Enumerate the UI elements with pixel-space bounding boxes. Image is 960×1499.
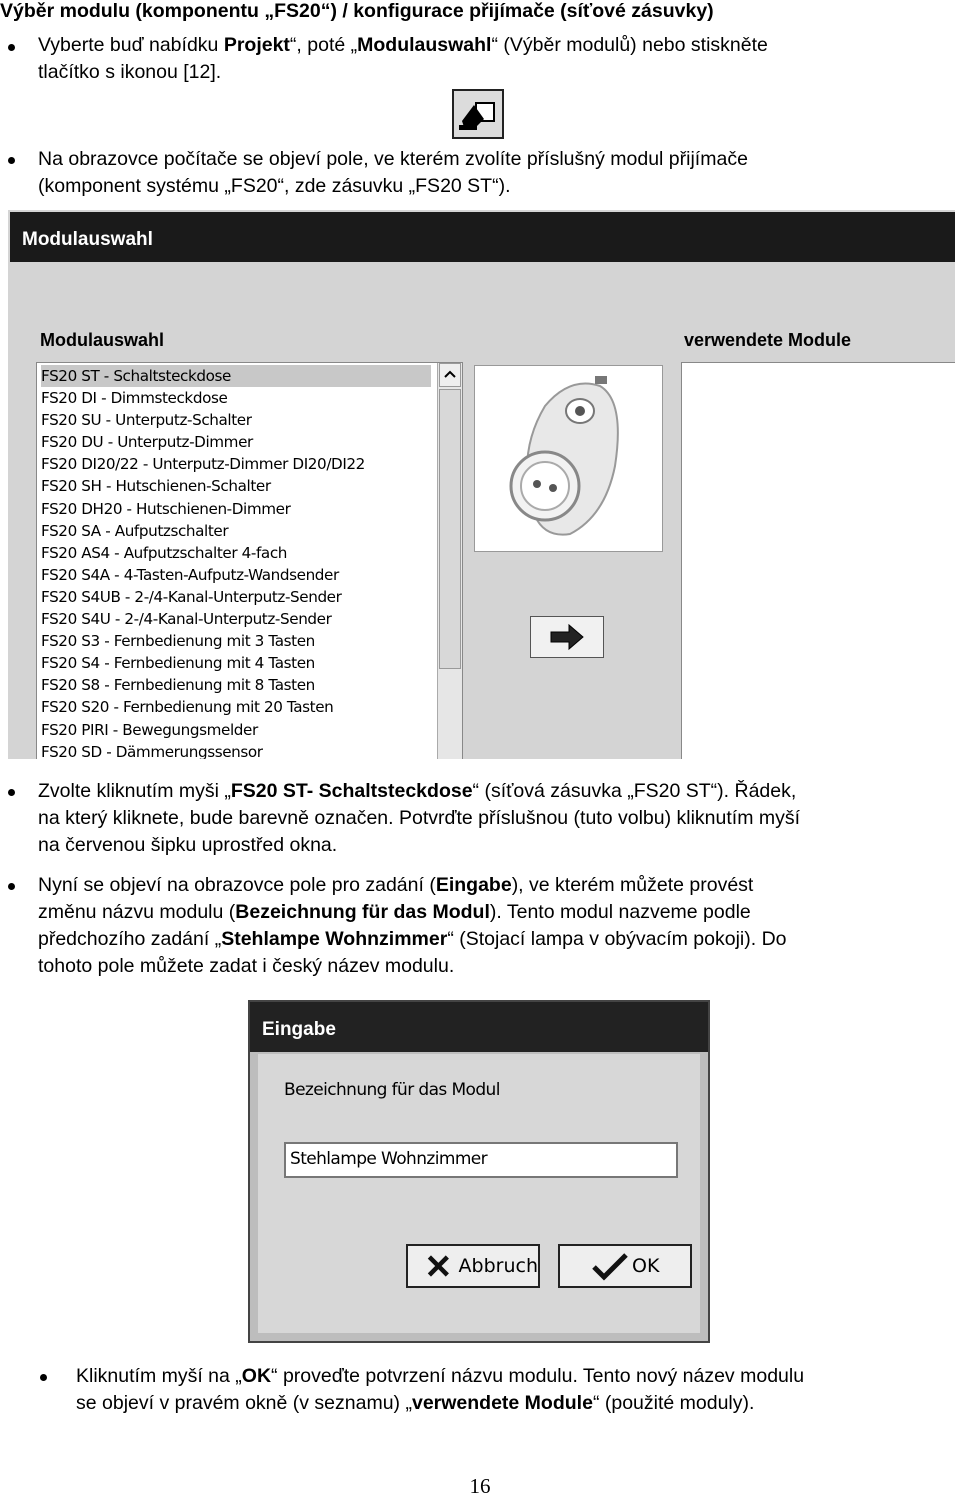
bullet-dot xyxy=(40,1374,47,1381)
arrow-right-icon xyxy=(531,617,603,657)
bullet-4-text: Nyní se objeví na obrazovce pole pro zadání (Eingabe), ve kterém můžete provést změnu názvu modulu (Bezeichnung für das Modul). Tento modul nazveme podle předchozího zadání „Stehlampe Wohnzimmer“ (Stojací lampa v obývacím pokoji). Do tohoto pole můžete zadat i český název modulu. xyxy=(38,874,787,977)
scroll-thumb[interactable] xyxy=(439,389,461,669)
ok-label: OK xyxy=(632,1255,660,1277)
module-list-item[interactable]: FS20 SU - Unterputz-Schalter xyxy=(41,411,252,430)
module-list-item[interactable]: FS20 DI - Dimmsteckdose xyxy=(41,389,228,408)
bullet-dot xyxy=(8,789,15,796)
section-heading: Výběr modulu (komponentu „FS20“) / konfigurace přijímače (síťové zásuvky) xyxy=(0,0,714,22)
module-list-item[interactable]: FS20 DI20/22 - Unterputz-Dimmer DI20/DI22 xyxy=(41,455,365,474)
module-list-label: Modulauswahl xyxy=(40,330,165,350)
module-selection-window xyxy=(8,210,955,759)
module-list-item[interactable]: FS20 S3 - Fernbedienung mit 3 Tasten xyxy=(41,632,315,651)
module-list-item[interactable]: FS20 S4 - Fernbedienung mit 4 Tasten xyxy=(41,654,315,673)
module-list-item[interactable]: FS20 SA - Aufputzschalter xyxy=(41,521,229,540)
module-name-label: Bezeichnung für das Modul xyxy=(284,1080,500,1100)
ok-button[interactable] xyxy=(558,1244,692,1288)
chevron-up-icon xyxy=(440,364,460,384)
module-name-input[interactable]: Stehlampe Wohnzimmer xyxy=(284,1142,678,1178)
module-list-item[interactable]: FS20 S4UB - 2-/4-Kanal-Unterputz-Sender xyxy=(41,587,342,606)
module-list[interactable] xyxy=(36,362,463,759)
used-modules-label: verwendete Module xyxy=(684,330,852,350)
close-icon xyxy=(424,1251,455,1281)
module-list-item[interactable]: FS20 SD - Dämmerungssensor xyxy=(41,742,263,759)
module-list-item[interactable]: FS20 PIRI - Bewegungsmelder xyxy=(41,720,258,739)
cancel-button[interactable] xyxy=(406,1244,540,1288)
dialog-body xyxy=(258,1054,700,1333)
scroll-up-button[interactable] xyxy=(439,363,461,387)
scrollbar[interactable] xyxy=(437,363,462,759)
input-dialog xyxy=(248,1000,710,1343)
cancel-label: Abbruch xyxy=(458,1255,538,1277)
module-list-item[interactable]: FS20 S8 - Fernbedienung mit 8 Tasten xyxy=(41,676,315,695)
used-modules-list[interactable] xyxy=(681,362,955,759)
module-list-item[interactable]: FS20 S20 - Fernbedienung mit 20 Tasten xyxy=(41,698,334,717)
bullet-3-text: Zvolte kliknutím myši „FS20 ST- Schaltsteckdose“ (síťová zásuvka „FS20 ST“). Řádek, na který kliknete, bude barevně označen. Potvrďte příslušnou (tuto volbu) kliknutím myší na červenou šipku uprostřed okna. xyxy=(38,780,801,856)
module-select-icon[interactable] xyxy=(452,89,504,139)
module-list-item[interactable]: FS20 DH20 - Hutschienen-Dimmer xyxy=(41,499,291,518)
page-number: 16 xyxy=(469,1474,491,1498)
bullet-1-text: Vyberte buď nabídku Projekt“, poté „Modulauswahl“ (Výběr modulů) nebo stiskněte tlačítko s ikonou [12]. xyxy=(38,34,768,83)
checkmark-icon xyxy=(590,1251,630,1281)
window-title: Modulauswahl xyxy=(10,212,955,262)
module-list-item[interactable]: FS20 S4A - 4-Tasten-Aufputz-Wandsender xyxy=(41,565,339,584)
bullet-5-text: Kliknutím myší na „OK“ proveďte potvrzení názvu modulu. Tento nový název modulu se objeví v pravém okně (v seznamu) „verwendete Module“ (použité moduly). xyxy=(76,1365,805,1414)
bullet-dot xyxy=(8,157,15,164)
bullet-dot xyxy=(8,44,15,51)
dialog-title: Eingabe xyxy=(250,1002,708,1052)
module-list-item-selected[interactable]: FS20 ST - Schaltsteckdose xyxy=(41,365,431,387)
module-list-item[interactable]: FS20 DU - Unterputz-Dimmer xyxy=(41,433,253,452)
module-preview-image xyxy=(474,365,663,552)
add-module-arrow-button[interactable] xyxy=(530,616,604,658)
bullet-dot xyxy=(8,883,15,890)
module-list-item[interactable]: FS20 SH - Hutschienen-Schalter xyxy=(41,477,271,496)
module-list-item[interactable]: FS20 S4U - 2-/4-Kanal-Unterputz-Sender xyxy=(41,610,332,629)
module-list-item[interactable]: FS20 AS4 - Aufputzschalter 4-fach xyxy=(41,543,288,562)
bullet-2-text: Na obrazovce počítače se objeví pole, ve kterém zvolíte příslušný modul přijímače (komponent systému „FS20“, zde zásuvku „FS20 ST“). xyxy=(38,148,748,197)
